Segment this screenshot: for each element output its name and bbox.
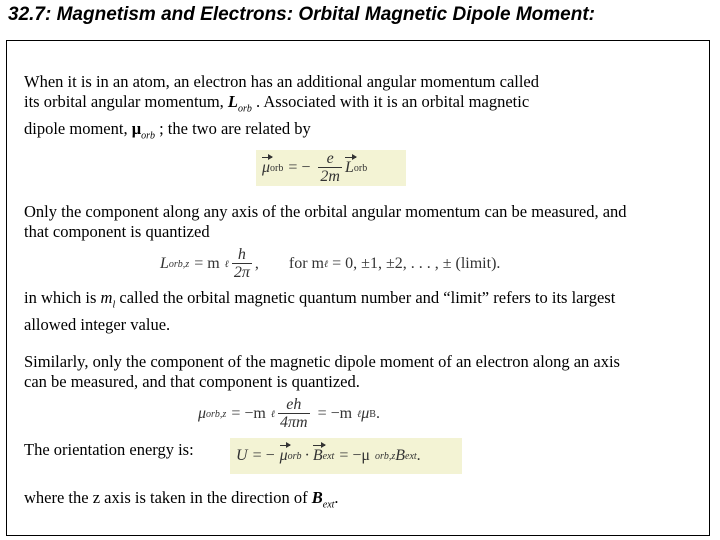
- eq3-m-sub: ℓ: [270, 408, 275, 420]
- equation-dipole-moment-z: [198, 394, 380, 434]
- quantum-number-paragraph: [24, 288, 694, 335]
- eq2-denominator: 2π: [233, 263, 250, 281]
- eq1-denominator: 2m: [320, 167, 340, 185]
- intro-line-2-text: its orbital angular momentum,: [24, 92, 228, 111]
- dipole-component-line-2: can be measured, and that component is quantized.: [24, 372, 360, 391]
- eq4-b-ext: B: [395, 447, 406, 464]
- dipole-component-line-1: Similarly, only the component of the magnetic dipole moment of an electron along an axis: [24, 352, 620, 371]
- eq4-b-ext-sub: ext: [405, 450, 417, 462]
- eq4-rhs-sub: orb,z: [374, 450, 396, 462]
- l-orb-symbol: L: [227, 92, 239, 111]
- l-orb-subscript: orb: [238, 103, 252, 115]
- ml-symbol: m: [100, 288, 113, 307]
- mu-orb-symbol: μ: [131, 119, 142, 139]
- eq2-condition: for m: [288, 255, 324, 272]
- quantum-number-line-1: [24, 288, 694, 315]
- eq3-bohr-magneton: μ: [361, 405, 370, 422]
- dipole-component-paragraph: [24, 352, 694, 392]
- eq3-mu: μ: [198, 405, 207, 422]
- orientation-energy-label: The orientation energy is:: [24, 440, 194, 459]
- z-axis-period: .: [334, 488, 339, 507]
- mu-orb-subscript: orb: [141, 130, 155, 142]
- eq4-mu-vector: μ: [279, 447, 288, 464]
- equation-orbital-angular-momentum-z: [160, 244, 500, 284]
- eq1-l-sub: orb: [353, 162, 368, 174]
- equation-orientation-energy: [230, 438, 462, 474]
- eq1-fraction: [318, 151, 342, 186]
- quantization-paragraph: [24, 202, 694, 242]
- eq2-fraction: [232, 247, 252, 282]
- eq2-l-sub: orb,z: [168, 258, 190, 270]
- eq2-l: L: [160, 255, 169, 272]
- eq4-mu-sub: orb: [287, 450, 302, 462]
- eq1-equals: = −: [288, 159, 311, 176]
- eq3-numerator: eh: [286, 395, 302, 413]
- eq3-mu-sub: orb,z: [206, 408, 227, 420]
- eq3-bohr-magneton-sub: B: [369, 408, 376, 420]
- eq3-fraction: [278, 397, 310, 432]
- eq2-condition-sub: ℓ: [323, 258, 329, 270]
- eq4-b-sub: ext: [322, 450, 335, 462]
- z-axis-line: [24, 488, 694, 515]
- slide-title: 32.7: Magnetism and Electrons: Orbital Magnetic Dipole Moment:: [8, 4, 595, 25]
- intro-line-1: When it is in an atom, an electron has an additional angular momentum called: [24, 72, 540, 91]
- eq4-u: U: [236, 447, 248, 464]
- b-ext-subscript: ext: [322, 499, 335, 511]
- eq2-equals: = m: [194, 255, 220, 272]
- eq2-numerator: h: [237, 245, 246, 263]
- b-ext-symbol: B: [311, 488, 323, 507]
- equation-orbital-dipole-moment: [256, 150, 406, 186]
- intro-line-3-tail: ; the two are related by: [154, 119, 311, 139]
- eq3-denominator: 4πm: [280, 413, 308, 431]
- eq1-l-vector: L: [344, 159, 354, 176]
- quantization-line-1: Only the component along any axis of the orbital angular momentum can be measured, and: [24, 202, 627, 221]
- quantum-number-line-1-tail: called the orbital magnetic quantum number and “limit” refers to its largest: [115, 288, 616, 307]
- z-axis-text: where the z axis is taken in the direction of: [24, 488, 312, 507]
- intro-line-2-tail: . Associated with it is an orbital magnetic: [251, 92, 530, 111]
- intro-line-3-text: dipole moment,: [24, 119, 132, 139]
- quantization-line-2: that component is quantized: [24, 222, 210, 241]
- eq2-condition-values: = 0, ±1, ±2, . . . , ± (limit).: [332, 255, 501, 272]
- eq4-equals: = −: [252, 447, 275, 464]
- eq1-mu-sub: orb: [270, 162, 284, 174]
- eq4-b-vector: B: [312, 447, 323, 464]
- eq1-numerator: e: [326, 149, 334, 167]
- eq3-equals: = −m: [231, 405, 266, 422]
- eq4-period: .: [416, 447, 421, 464]
- eq2-m-sub: ℓ: [224, 258, 229, 270]
- ml-subscript: l: [112, 299, 116, 311]
- eq2-comma: ,: [254, 255, 259, 272]
- quantum-number-line-2: allowed integer value.: [24, 315, 171, 335]
- eq4-dot: ·: [304, 447, 310, 464]
- intro-line-3: [24, 119, 694, 146]
- eq3-period: .: [375, 405, 380, 422]
- eq4-rhs: = −μ: [339, 447, 370, 464]
- quantum-number-line-1-text: in which is: [24, 288, 101, 307]
- intro-line-2: [24, 92, 694, 119]
- eq1-mu-vector: μ: [262, 159, 271, 176]
- intro-paragraph: [24, 72, 694, 147]
- eq3-rhs: = −m: [317, 405, 353, 422]
- eq3-rhs-sub: ℓ: [357, 408, 362, 420]
- z-axis-paragraph: [24, 488, 694, 515]
